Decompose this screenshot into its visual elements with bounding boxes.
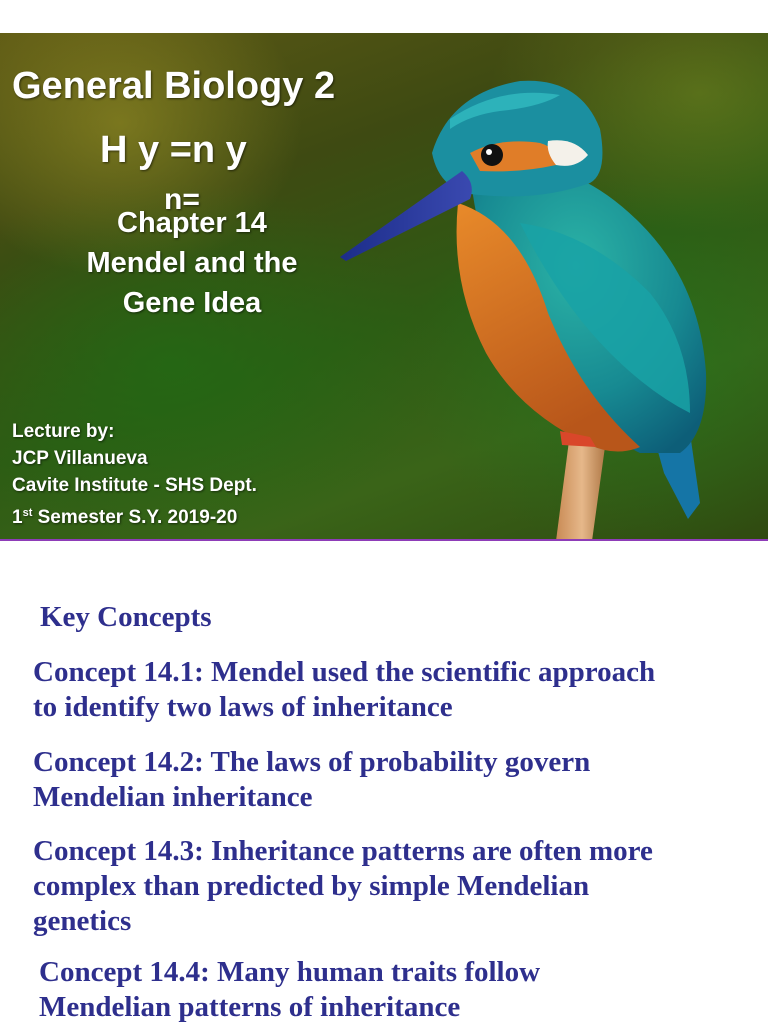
chapter-title-line: Gene Idea [122,287,262,319]
bird-eye [481,144,503,166]
semester: 1st Semester S.Y. 2019-20 [12,507,238,528]
concept-item: Concept 14.4: Many human traits follow Mendelian patterns of inheritance [39,956,541,1023]
key-concepts-heading: Key Concepts [40,601,212,633]
key-concepts-slide [0,541,768,1024]
lecture-label: Lecture by: [12,421,115,442]
concept-item: Concept 14.3: Inheritance patterns are often more complex than predicted by simple Mendelian genetics [33,835,653,937]
course-title: General Biology 2 [12,65,336,107]
lecturer-name: JCP Villanueva [12,448,148,469]
concept-item: Concept 14.2: The laws of probability govern Mendelian inheritance [33,746,591,813]
chapter-title-line: Mendel and the [86,247,298,279]
institution: Cavite Institute - SHS Dept. [12,475,257,496]
garbled-text-line: n= [164,183,200,216]
chapter-number: Chapter 14 [117,207,267,239]
garbled-text-line: H y =n y [100,129,247,171]
concept-item: Concept 14.1: Mendel used the scientific approach to identify two laws of inheritance [33,656,656,723]
title-slide [0,33,768,541]
